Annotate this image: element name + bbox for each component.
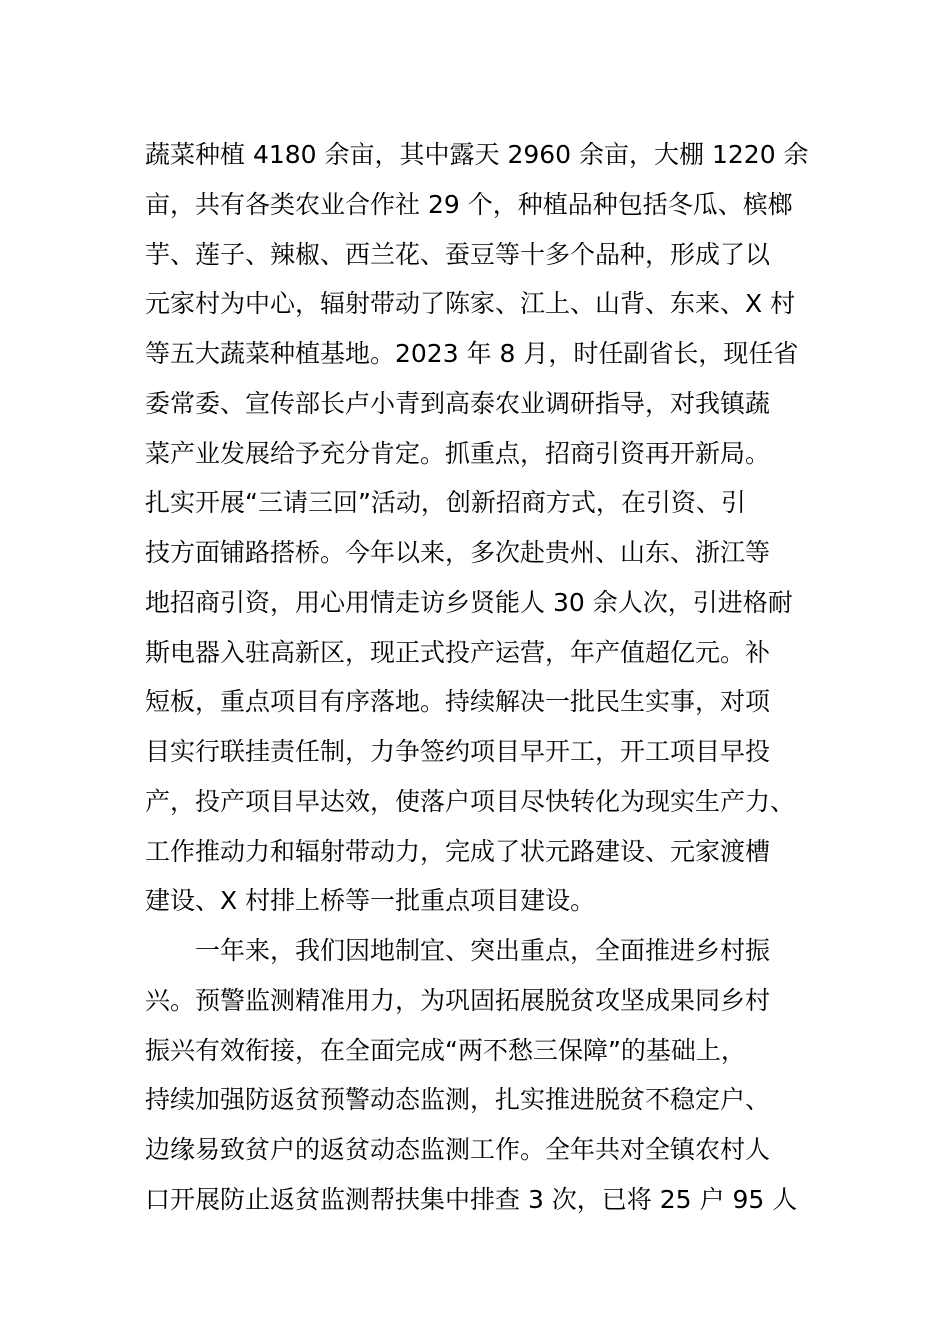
paragraph-2-line-5: 边缘易致贫户的返贫动态监测工作。全年共对全镇农村人 (145, 1135, 771, 1164)
paragraph-1-line-10: 地招商引资，用心用情走访乡贤能人 30 余人次，引进格耐 (145, 587, 793, 617)
paragraph-1-line-2: 亩，共有各类农业合作社 29 个，种植品种包括冬瓜、槟榔 (145, 189, 793, 219)
paragraph-1-line-4: 元家村为中心，辐射带动了陈家、江上、山背、东来、X 村 (145, 289, 796, 319)
paragraph-1-line-3: 芋、莲子、辣椒、西兰花、蚕豆等十多个品种，形成了以 (145, 239, 771, 269)
paragraph-1-line-8: 扎实开展“三请三回”活动，创新招商方式，在引资、引 (145, 488, 746, 518)
paragraph-1 (145, 130, 810, 926)
paragraph-2-line-6: 口开展防止返贫监测帮扶集中排查 3 次，已将 25 户 95 人 (145, 1184, 798, 1214)
paragraph-1-line-9: 技方面铺路搭桥。今年以来，多次赴贵州、山东、浙江等 (145, 538, 771, 567)
paragraph-1-line-11: 斯电器入驻高新区，现正式投产运营，年产值超亿元。补 (145, 637, 771, 667)
paragraph-2-line-3: 振兴有效衔接，在全面完成“两不愁三保障”的基础上， (145, 1035, 746, 1065)
paragraph-1-line-14: 产，投产项目早达效，使落户项目尽快转化为现实生产力、 (145, 786, 796, 816)
paragraph-2-line-2: 兴。预警监测精准用力，为巩固拓展脱贫攻坚成果同乡村 (145, 985, 771, 1015)
paragraph-1-line-7: 菜产业发展给予充分肯定。抓重点，招商引资再开新局。 (145, 438, 771, 468)
paragraph-2 (145, 926, 810, 1225)
paragraph-1-line-13: 目实行联挂责任制，力争签约项目早开工，开工项目早投 (145, 737, 771, 766)
paragraph-1-line-12: 短板，重点项目有序落地。持续解决一批民生实事，对项 (145, 687, 771, 717)
paragraph-1-line-6: 委常委、宣传部长卢小青到高泰农业调研指导，对我镇蔬 (145, 388, 771, 418)
paragraph-2-line-4: 持续加强防返贫预警动态监测，扎实推进脱贫不稳定户、 (145, 1085, 771, 1115)
paragraph-1-line-16: 建设、X 村排上桥等一批重点项目建设。 (145, 886, 596, 916)
paragraph-1-line-5: 等五大蔬菜种植基地。2023 年 8 月，时任副省长，现任省 (145, 339, 799, 368)
paragraph-2-line-1: 一年来，我们因地制宜、突出重点，全面推进乡村振 (195, 936, 771, 965)
paragraph-1-line-1: 蔬菜种植 4180 余亩，其中露天 2960 余亩，大棚 1220 余 (145, 140, 809, 169)
paragraph-1-line-15: 工作推动力和辐射带动力，完成了状元路建设、元家渡槽 (145, 836, 771, 866)
